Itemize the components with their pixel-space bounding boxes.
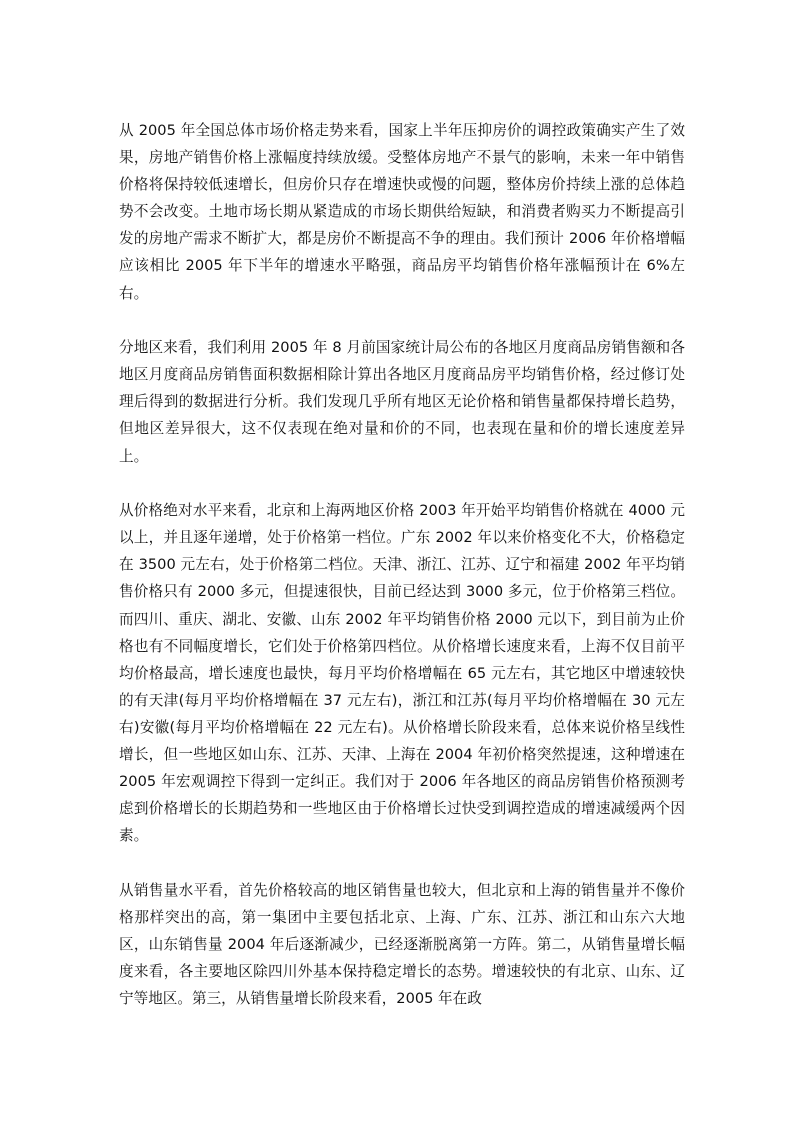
paragraph-sales-volume: 从销售量水平看，首先价格较高的地区销售量也较大，但北京和上海的销售量并不像价格那样突出的高，第一集团中主要包括北京、上海、广东、江苏、浙江和山东六大地区，山东销售量 2004 年后逐渐减少，已经逐渐脱离第一方阵。第二，从销售量增长幅度来看，各主要地区除四川外基本保持稳定增长的态势。增速较快的有北京、山东、辽宁等地区。第三，从销售量增长阶段来看，2005 年在政 (119, 881, 685, 1008)
document-body (119, 117, 685, 1040)
paragraph-price-level: 从价格绝对水平来看，北京和上海两地区价格 2003 年开始平均销售价格就在 4000 元以上，并且逐年递增，处于价格第一档位。广东 2002 年以来价格变化不大，价格稳定在 3500 元左右，处于价格第二档位。天津、浙江、江苏、辽宁和福建 2002 年平均销售价格只有 2000 多元，但提速很快，目前已经达到 3000 多元，位于价格第三档位。而四川、重庆、湖北、安徽、山东 2002 年平均销售价格 2000 元以下，到目前为止价格也有不同幅度增长，它们处于价格第四档位。从价格增长速度来看，上海不仅目前平均价格最高，增长速度也最快，每月平均价格增幅在 65 元左右，其它地区中增速较快的有天津(每月平均价格增幅在 37 元左右)，浙江和江苏(每月平均价格增幅在 30 元左右)安徽(每月平均价格增幅在 22 元左右)。从价格增长阶段来看，总体来说价格呈线性增长，但一些地区如山东、江苏、天津、上海在 2004 年初价格突然提速，这种增速在 2005 年宏观调控下得到一定纠正。我们对于 2006 年各地区的商品房销售价格预测考虑到价格增长的长期趋势和一些地区由于价格增长过快受到调控造成的增速减缓两个因素。 (119, 502, 685, 845)
paragraph-regional-analysis: 分地区来看，我们利用 2005 年 8 月前国家统计局公布的各地区月度商品房销售额和各地区月度商品房销售面积数据相除计算出各地区月度商品房平均销售价格，经过修订处理后得到的数据进行分析。我们发现几乎所有地区无论价格和销售量都保持增长趋势，但地区差异很大，这不仅表现在绝对量和价的不同，也表现在量和价的增长速度差异上。 (119, 339, 685, 465)
paragraph-price-trend: 从 2005 年全国总体市场价格走势来看，国家上半年压抑房价的调控政策确实产生了效果，房地产销售价格上涨幅度持续放缓。受整体房地产不景气的影响，未来一年中销售价格将保持较低速增长，但房价只存在增速快或慢的问题，整体房价持续上涨的总体趋势不会改变。土地市场长期从紧造成的市场长期供给短缺，和消费者购买力不断提高引发的房地产需求不断扩大，都是房价不断提高不争的理由。我们预计 2006 年价格增幅应该相比 2005 年下半年的增速水平略强，商品房平均销售价格年涨幅预计在 6%左右。 (119, 122, 685, 302)
